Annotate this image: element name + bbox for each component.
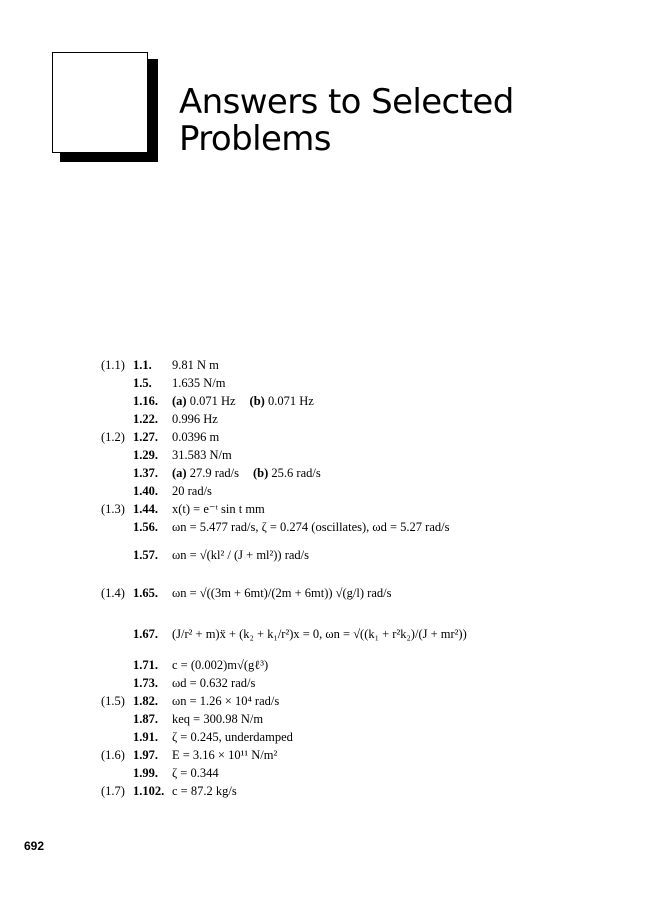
answer-row — [101, 464, 621, 482]
answer-row — [101, 674, 621, 692]
problem-number: 1.22. — [133, 411, 158, 426]
answer-row — [101, 536, 621, 574]
answer-row — [101, 410, 621, 428]
problem-number: 1.44. — [133, 501, 158, 516]
problem-number: 1.56. — [133, 519, 158, 534]
answers-list — [101, 356, 621, 800]
answer-row — [101, 692, 621, 710]
answer-row — [101, 656, 621, 674]
section-label: (1.1) — [101, 357, 125, 372]
answer-row — [101, 500, 621, 518]
answer-row — [101, 764, 621, 782]
problem-number: 1.27. — [133, 429, 158, 444]
answer-value: ωn = 5.477 rad/s, ζ = 0.274 (oscillates), ωd = 5.27 rad/s — [172, 519, 450, 534]
problem-number: 1.37. — [133, 465, 158, 480]
answer-value: 0.0396 m — [172, 429, 220, 444]
section-label: (1.5) — [101, 693, 125, 708]
answer-value: 1.635 N/m — [172, 375, 226, 390]
part-b-value: 0.071 Hz — [267, 393, 314, 408]
problem-number: 1.29. — [133, 447, 158, 462]
answer-value: 0.996 Hz — [172, 411, 218, 426]
problem-number: 1.97. — [133, 747, 158, 762]
answer-value: ωn = √(kl² / (J + ml²)) rad/s — [172, 547, 310, 562]
part-b-value: 25.6 rad/s — [271, 465, 321, 480]
section-label: (1.6) — [101, 747, 125, 762]
answer-value: 20 rad/s — [172, 483, 212, 498]
problem-number: 1.102. — [133, 783, 165, 798]
part-a-value: 27.9 rad/s — [189, 465, 240, 480]
title-line-2: Problems — [179, 119, 331, 159]
problem-number: 1.87. — [133, 711, 158, 726]
answer-value: c = 87.2 kg/s — [172, 783, 237, 798]
part-b-label: (b) — [253, 465, 269, 480]
answer-value: ζ = 0.344 — [172, 765, 219, 780]
section-label: (1.4) — [101, 585, 125, 600]
section-label: (1.2) — [101, 429, 125, 444]
problem-number: 1.91. — [133, 729, 158, 744]
answer-value — [172, 394, 314, 409]
part-a-value: 0.071 Hz — [189, 393, 236, 408]
answer-value: 31.583 N/m — [172, 447, 232, 462]
section-label: (1.3) — [101, 501, 125, 516]
answer-row — [101, 612, 621, 656]
answer-row — [101, 428, 621, 446]
problem-number: 1.65. — [133, 585, 158, 600]
answer-value: ωn = √((3m + 6mt)/(2m + 6mt)) √(g/l) rad/s — [172, 585, 392, 600]
answer-value — [172, 466, 321, 481]
chapter-box — [52, 52, 148, 153]
answer-value: c = (0.002)m√(gℓ³) — [172, 657, 269, 672]
problem-number: 1.16. — [133, 393, 158, 408]
answer-value: keq = 300.98 N/m — [172, 711, 264, 726]
part-a-label: (a) — [172, 465, 187, 480]
part-b-label: (b) — [249, 393, 265, 408]
answer-row — [101, 518, 621, 536]
part-a-label: (a) — [172, 393, 187, 408]
page-number: 692 — [24, 839, 45, 853]
problem-number: 1.5. — [133, 375, 152, 390]
problem-number: 1.82. — [133, 693, 158, 708]
answer-row — [101, 356, 621, 374]
problem-number: 1.67. — [133, 626, 158, 641]
answer-value: ζ = 0.245, underdamped — [172, 729, 293, 744]
section-label: (1.7) — [101, 783, 125, 798]
answer-value: 9.81 N m — [172, 357, 219, 372]
problem-number: 1.99. — [133, 765, 158, 780]
answer-value: E = 3.16 × 10¹¹ N/m² — [172, 747, 278, 762]
problem-number: 1.1. — [133, 357, 152, 372]
answer-row — [101, 746, 621, 764]
answer-row — [101, 574, 621, 612]
problem-number: 1.40. — [133, 483, 158, 498]
answer-row — [101, 446, 621, 464]
problem-number: 1.57. — [133, 547, 158, 562]
page-title — [179, 84, 514, 158]
problem-number: 1.73. — [133, 675, 158, 690]
answer-row — [101, 782, 621, 800]
answer-row — [101, 392, 621, 410]
answer-value: x(t) = e⁻ᵗ sin t mm — [172, 502, 265, 516]
answer-value: ωd = 0.632 rad/s — [172, 675, 256, 690]
answer-row — [101, 482, 621, 500]
problem-number: 1.71. — [133, 657, 158, 672]
answer-row — [101, 374, 621, 392]
answer-row — [101, 728, 621, 746]
answer-value: ωn = 1.26 × 10⁴ rad/s — [172, 693, 280, 708]
answer-row — [101, 710, 621, 728]
title-line-1: Answers to Selected — [179, 82, 514, 122]
answer-value: (J/r² + m)ẍ + (k₂ + k₁/r²)x = 0, ωn = √((k₁ + r²k₂)/(J + mr²)) — [172, 626, 467, 641]
